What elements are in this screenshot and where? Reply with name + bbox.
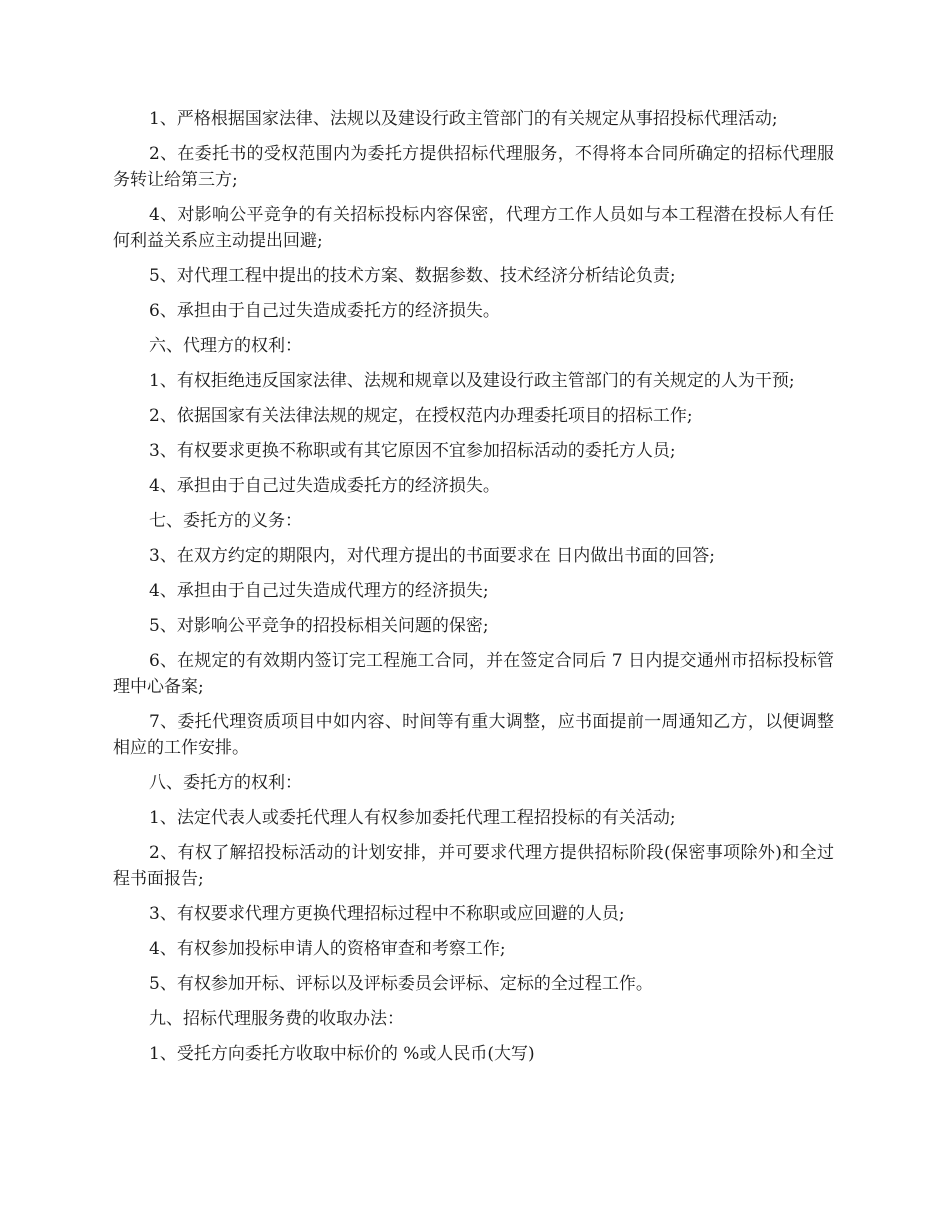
section-heading-9: 九、招标代理服务费的收取办法：: [149, 1009, 404, 1029]
paragraph-2: 2、在委托书的受权范围内为委托方提供招标代理服务，不得将本合同所确定的招标代理服务转让给第三方;: [113, 144, 834, 190]
paragraph-5: 6、承担由于自己过失造成委托方的经济损失。: [149, 301, 500, 321]
section-heading-6: 六、代理方的权利：: [149, 336, 302, 356]
paragraph-3: 4、对影响公平竞争的有关招标投标内容保密，代理方工作人员如与本工程潜在投标人有任何利益关系应主动提出回避;: [113, 205, 834, 251]
paragraph-16: 7、委托代理资质项目中如内容、时间等有重大调整，应书面提前一周通知乙方，以便调整相应的工作安排。: [113, 712, 834, 758]
paragraph-13: 4、承担由于自己过失造成代理方的经济损失;: [149, 581, 489, 601]
paragraph-14: 5、对影响公平竞争的招投标相关问题的保密;: [149, 616, 489, 636]
section-heading-8: 八、委托方的权利：: [149, 773, 302, 793]
paragraph-24: 1、受托方向委托方收取中标价的 %或人民币(大写): [149, 1044, 535, 1064]
paragraph-12: 3、在双方约定的期限内，对代理方提出的书面要求在 日内做出书面的回答;: [149, 546, 715, 566]
paragraph-19: 2、有权了解招投标活动的计划安排，并可要求代理方提供招标阶段(保密事项除外)和全过程书面报告;: [113, 843, 834, 889]
paragraph-8: 2、依据国家有关法律法规的规定，在授权范内办理委托项目的招标工作;: [149, 406, 693, 426]
paragraph-9: 3、有权要求更换不称职或有其它原因不宜参加招标活动的委托方人员;: [149, 441, 676, 461]
paragraph-18: 1、法定代表人或委托代理人有权参加委托代理工程招投标的有关活动;: [149, 808, 676, 828]
paragraph-10: 4、承担由于自己过失造成委托方的经济损失。: [149, 476, 500, 496]
paragraph-7: 1、有权拒绝违反国家法律、法规和规章以及建设行政主管部门的有关规定的人为干预;: [149, 371, 795, 391]
paragraph-22: 5、有权参加开标、评标以及评标委员会评标、定标的全过程工作。: [149, 974, 653, 994]
paragraph-1: 1、严格根据国家法律、法规以及建设行政主管部门的有关规定从事招投标代理活动;: [149, 109, 778, 129]
paragraph-4: 5、对代理工程中提出的技术方案、数据参数、技术经济分析结论负责;: [149, 266, 676, 286]
paragraph-21: 4、有权参加投标申请人的资格审查和考察工作;: [149, 939, 506, 959]
paragraph-20: 3、有权要求代理方更换代理招标过程中不称职或应回避的人员;: [149, 904, 625, 924]
paragraph-15: 6、在规定的有效期内签订完工程施工合同，并在签定合同后 7 日内提交通州市招标投标管理中心备案;: [113, 651, 834, 697]
section-heading-7: 七、委托方的义务：: [149, 511, 302, 531]
